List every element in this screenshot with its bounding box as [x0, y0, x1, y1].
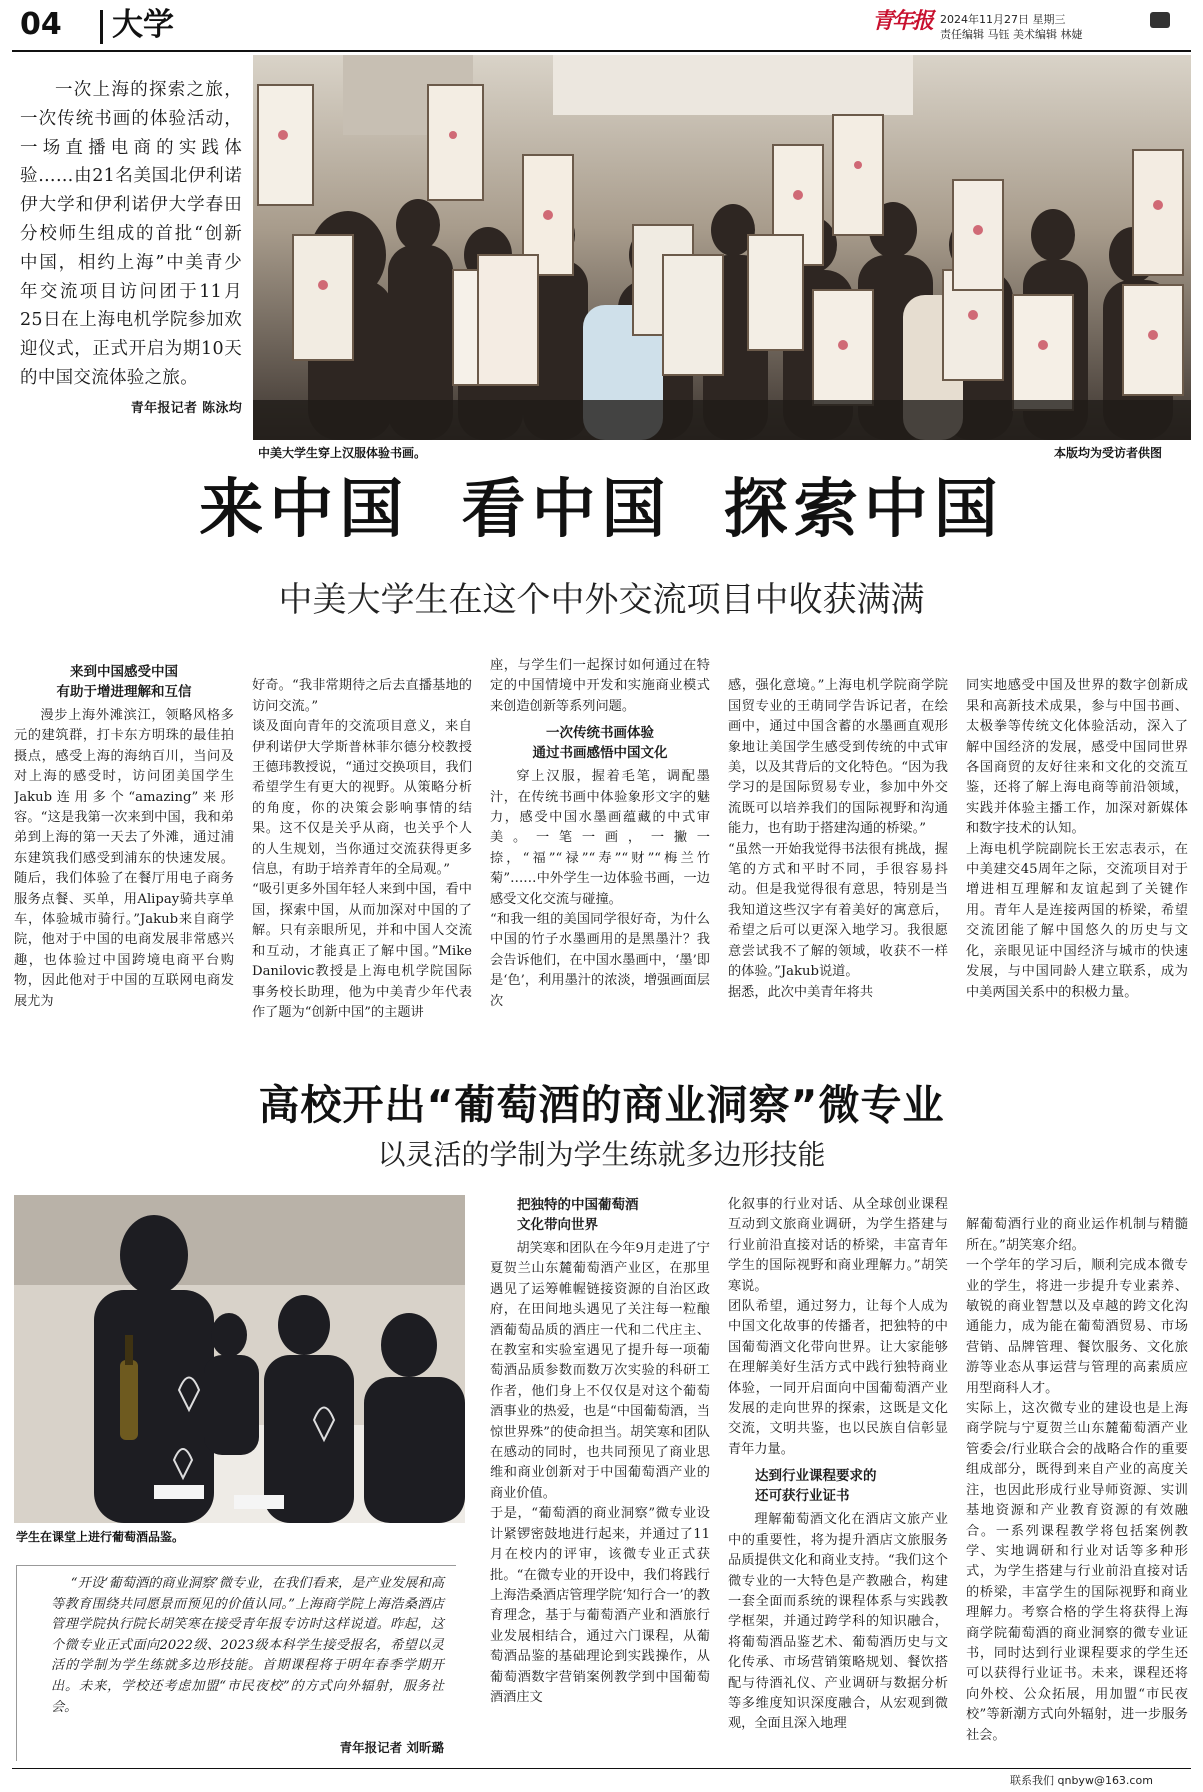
contact-email: 联系我们 qnbyw@163.com [1010, 1774, 1153, 1787]
story1-byline: 青年报记者 陈泳均 [130, 400, 242, 416]
story1-col4-text: 感，强化意境。”上海电机学院商学院国贸专业的王萌同学告诉记者，在绘画中，通过中国含蓄的水墨画直观形象地让美国学生感受到传统的中式审美，以及其背后的文化特色。“因为我学习的是国际贸易专业，参加中外交流既可以培养我们的国际视野和沟通能力，也有助于搭建沟通的桥梁。” “虽然一开始我觉得书法很有挑战，握笔的方式和平时不同，手很容易抖动。但是我觉得很有意思，特别是当我知道这些汉字有着美好的寓意后，希望之后可以更深入地学习。我很愿意尝试我不了解的领域，收获不一样的体验。”Jakub说道。 据悉，此次中美青年将共 [728, 678, 948, 1000]
story1-col1-subheading [14, 662, 234, 702]
story1-col5-text: 同实地感受中国及世界的数字创新成果和高新技术成果，参与中国书画、太极拳等传统文化体验活动，深入了解中国经济的发展，感受中国同世界各国商贸的友好往来和文化的交流互鉴，还将了解上海电商等前沿领域，实践并体验主播工作，加深对新媒体和数字技术的认知。 上海电机学院副院长王宏志表示，在中美建交45周年之际，交流项目对于增进相互理解和友谊起到了关键作用。青年人是连接两国的桥梁，希望交流团能了解中国悠久的历史与文化，亲眼见证中国经济与城市的快速发展，与中国同龄人建立联系，成为中美两国关系中的积极力量。 [966, 678, 1188, 1000]
story2-colB-subheading-line2: 还可获行业证书 [755, 1488, 850, 1505]
story2-colB-text-a: 化叙事的行业对话、从全球创业课程互动到文旅商业调研，为学生搭建与行业前沿直接对话的桥梁，丰富青年学生的国际视野和商业理解力。”胡笑寒说。 团队希望，通过努力，让每个人成为中国文化故事的传播者，把独特的中国葡萄酒文化带向世界。让大家能够在理解美好生活方式中践行独特商业体验，一同开启面向中国葡萄酒产业发展的走向世界的探索，这既是文化交流，文明共鉴，也以民族自信彰显青年力量。 [728, 1197, 948, 1457]
story2-colB-text-b: 理解葡萄酒文化在酒店文旅产业中的重要性，将为提升酒店文旅服务品质提供文化和商业支持。“我们这个微专业的一大特色是产教融合，构建一套全面而系统的课程体系与实践教学框架，并通过跨学科的知识融合，将葡萄酒品鉴艺术、葡萄酒历史与文化传承、市场营销策略规划、餐饮搭配与待酒礼仪、产业调研与数据分析等多维度知识深度融合，从宏观到微观，全面且深入地理 [728, 1512, 948, 1732]
story2-colC-text: 解葡萄酒行业的商业运作机制与精髓所在。”胡笑寒介绍。 一个学年的学习后，顺利完成本微专业的学生，将进一步提升专业素养、敏锐的商业智慧以及卓越的跨文化沟通能力，成为能在葡萄酒贸易、市场营销、品牌管理、餐饮服务、文化旅游等业态从事运营与管理的高素质应用型商科人才。 实际上，这次微专业的建设也是上海商学院与宁夏贺兰山东麓葡萄酒产业管委会/行业联合会的战略合作的重要组成部分，既得到来自产业的高度关注，也因此形成行业导师资源、实训基地资源和产业教育资源的有效融合。一系列课程教学将包括案例教学、实地调研和行业对话等多种形式，为学生搭建与行业前沿直接对话的桥梁，丰富学生的国际视野和商业理解力。考察合格的学生将获得上海商学院葡萄酒的商业洞察的微专业证书，同时达到行业课程要求的学生还可以获得行业证书。未来，课程还将向外校、公众拓展，用加盟“市民夜校”等新潮方式向外辐射，进一步服务社会。 [966, 1217, 1188, 1743]
photo-credit: 本版均为受访者供图 [1054, 446, 1163, 460]
story1-subheadline: 中美大学生在这个中外交流项目中收获满满 [278, 580, 925, 620]
story1-column-3 [490, 656, 710, 1042]
story2-quote-text: “开设‘葡萄酒的商业洞察’微专业，在我们看来，是产业发展和高等教育围绕共同愿景而预见的价值认同。”上海商学院上海浩桑酒店管理学院执行院长胡笑寒在接受青年报专访时这样说道。昨起，这个微专业正式面向2022级、2023级本科学生接受报名，希望以灵活的学制为学生练就多边形技能。首期课程将于明年春季学期开出。未来，学校还考虑加盟“市民夜校”的方式向外辐射，服务社会。 [51, 1576, 444, 1715]
story1-column-5 [966, 656, 1188, 1042]
story1-intro [20, 76, 242, 424]
story1-col1-subheading-line2: 有助于增进理解和互信 [56, 684, 192, 700]
story1-col1-text: 漫步上海外滩滨江，领略风格多元的建筑群，打卡东方明珠的最佳拍摄点，感受上海的海纳百川，当问及对上海的感受时，访问团美国学生Jakub连用多个“amazing”来形容。“这是我第一次来到中国，我和弟弟到上海的第一天去了外滩，通过浦东建筑我们感受到浦东的快速发展。随后，我们体验了在餐厅用电子商务服务点餐、买单，用Alipay骑共享单车，体验城市骑行。”Jakub来自商学院，他对于中国的电商发展非常感兴趣，也体验过中国跨境电商平台购物，因此他对于中国的互联网电商发展尤为 [14, 708, 234, 1009]
story1-column-2 [252, 656, 472, 1042]
story1-column-1 [14, 656, 234, 1042]
decorative-square-icon [1150, 12, 1170, 28]
story2-photo-caption: 学生在课堂上进行葡萄酒品鉴。 [16, 1530, 185, 1544]
wine-tasting-photo [14, 1195, 465, 1523]
section-title: 大学 [112, 7, 174, 43]
top-rule [12, 50, 1191, 52]
story2-column-3 [966, 1195, 1188, 1763]
story1-col3-subheading-line2: 通过书画感悟中国文化 [532, 745, 668, 762]
story2-colA-subheading-line2: 文化带向世界 [517, 1217, 598, 1233]
newspaper-logo: 青年报 [872, 8, 933, 34]
masthead-info [940, 12, 1083, 42]
story2-colA-text: 胡笑寒和团队在今年9月走进了宁夏贺兰山东麓葡萄酒产业区，在那里遇见了运筹帷幄链接资源的自治区政府，在田间地头遇见了关注每一粒酿酒葡萄品质的酒庄一代和二代庄主、在教室和实验室遇见了提升每一项葡萄酒品质参数而数万次实验的科研工作者，他们身上不仅仅是对这个葡萄酒事业的热爱，也是“中国葡萄酒，当惊世界殊”的使命担当。胡笑寒和团队在感动的同时，也共同预见了商业思维和商业创新对于中国葡萄酒产业的商业价值。 于是，“葡萄酒的商业洞察”微专业设计紧锣密鼓地进行起来，并通过了11月在校内的评审，该微专业正式获批。“在微专业的开设中，我们将践行上海浩桑酒店管理学院‘知行合一’的教育理念，基于与葡萄酒产业和酒旅行业发展相结合，通过六门课程，从葡萄酒品鉴的基础理论到实践操作，从葡萄酒数字营销案例教学到中国葡萄酒酒庄文 [490, 1241, 710, 1705]
story1-column-4 [728, 656, 948, 1042]
story2-column-2 [728, 1195, 948, 1763]
story2-colA-subheading-line1: 把独特的中国葡萄酒 [517, 1197, 639, 1213]
story2-headline: 高校开出“葡萄酒的商业洞察”微专业 [258, 1081, 945, 1129]
page-number: 04 [20, 7, 62, 42]
header-divider [100, 10, 103, 44]
story1-col3-subheading-line1: 一次传统书画体验 [546, 725, 654, 742]
story1-col2-text: 好奇。“我非常期待之后去直播基地的访问交流。” 谈及面向青年的交流项目意义，来自伊利诺伊大学斯普林菲尔德分校教授王德玮教授说，“通过交换项目，我们希望学生有更大的视野。从策略分析的角度，你的决策会影响事情的结果。这不仅是关乎从商，也关乎个人的人生规划，当你通过交流获得更多信息，有助于培养青年的全局观。” “吸引更多外国年轻人来到中国，看中国，探索中国，从而加深对中国的了解。只有亲眼所见，并和中国人交流和互动，才能真正了解中国。”Mike Danilovic教授是上海电机学院国际事务校长助理，他为中美青少年代表作了题为“创新中国”的主题讲 [252, 678, 472, 1020]
story2-column-1 [490, 1195, 710, 1763]
story1-intro-text: 一次上海的探索之旅，一次传统书画的体验活动，一场直播电商的实践体验……由21名美国北伊利诺伊大学和伊利诺伊大学春田分校师生组成的首批“创新中国，相约上海”中美青少年交流项目访问团于11月25日在上海电机学院参加欢迎仪式，正式开启为期10天的中国交流体验之旅。 [20, 80, 242, 388]
story2-colA-subheading [490, 1195, 710, 1235]
story1-col3-subheading [490, 723, 710, 763]
story2-colB-subheading-line1: 达到行业课程要求的 [755, 1468, 877, 1485]
story1-col3-text-a: 座，与学生们一起探讨如何通过在特定的中国情境中开发和实施商业模式来创造创新等系列问题。 [490, 658, 710, 714]
story1-headline: 来中国 看中国 探索中国 [199, 473, 1004, 547]
story1-photo-caption: 中美大学生穿上汉服体验书画。 [258, 446, 427, 460]
story2-subheadline: 以灵活的学制为学生练就多边形技能 [377, 1138, 826, 1171]
story2-photo [14, 1195, 465, 1523]
issue-date: 2024年11月27日 星期三 [940, 13, 1066, 26]
bottom-rule [12, 1768, 1191, 1769]
calligraphy-group-photo [253, 55, 1191, 440]
editor-credits: 责任编辑 马钰 美术编辑 林婕 [940, 28, 1083, 41]
story1-col3-text-b: 穿上汉服，握着毛笔，调配墨汁，在传统书画中体验象形文字的魅力，感受中国水墨画蕴藏的中式审美。一笔一画，一撇一捺，“福”“禄”“寿”“财”“梅兰竹菊”……中外学生一边体验书画，一边感受文化交流与碰撞。 “和我一组的美国同学很好奇，为什么中国的竹子水墨画用的是黑墨汁？我会告诉他们，在中国水墨画中，‘墨’即是‘色’，利用墨汁的浓淡，增强画面层次 [490, 769, 710, 1009]
story1-col1-subheading-line1: 来到中国感受中国 [70, 664, 178, 680]
story2-byline: 青年报记者 刘昕璐 [339, 1740, 444, 1756]
story2-lead-quote [16, 1565, 456, 1761]
story2-colB-subheading [728, 1466, 948, 1506]
story1-photo [253, 55, 1191, 440]
